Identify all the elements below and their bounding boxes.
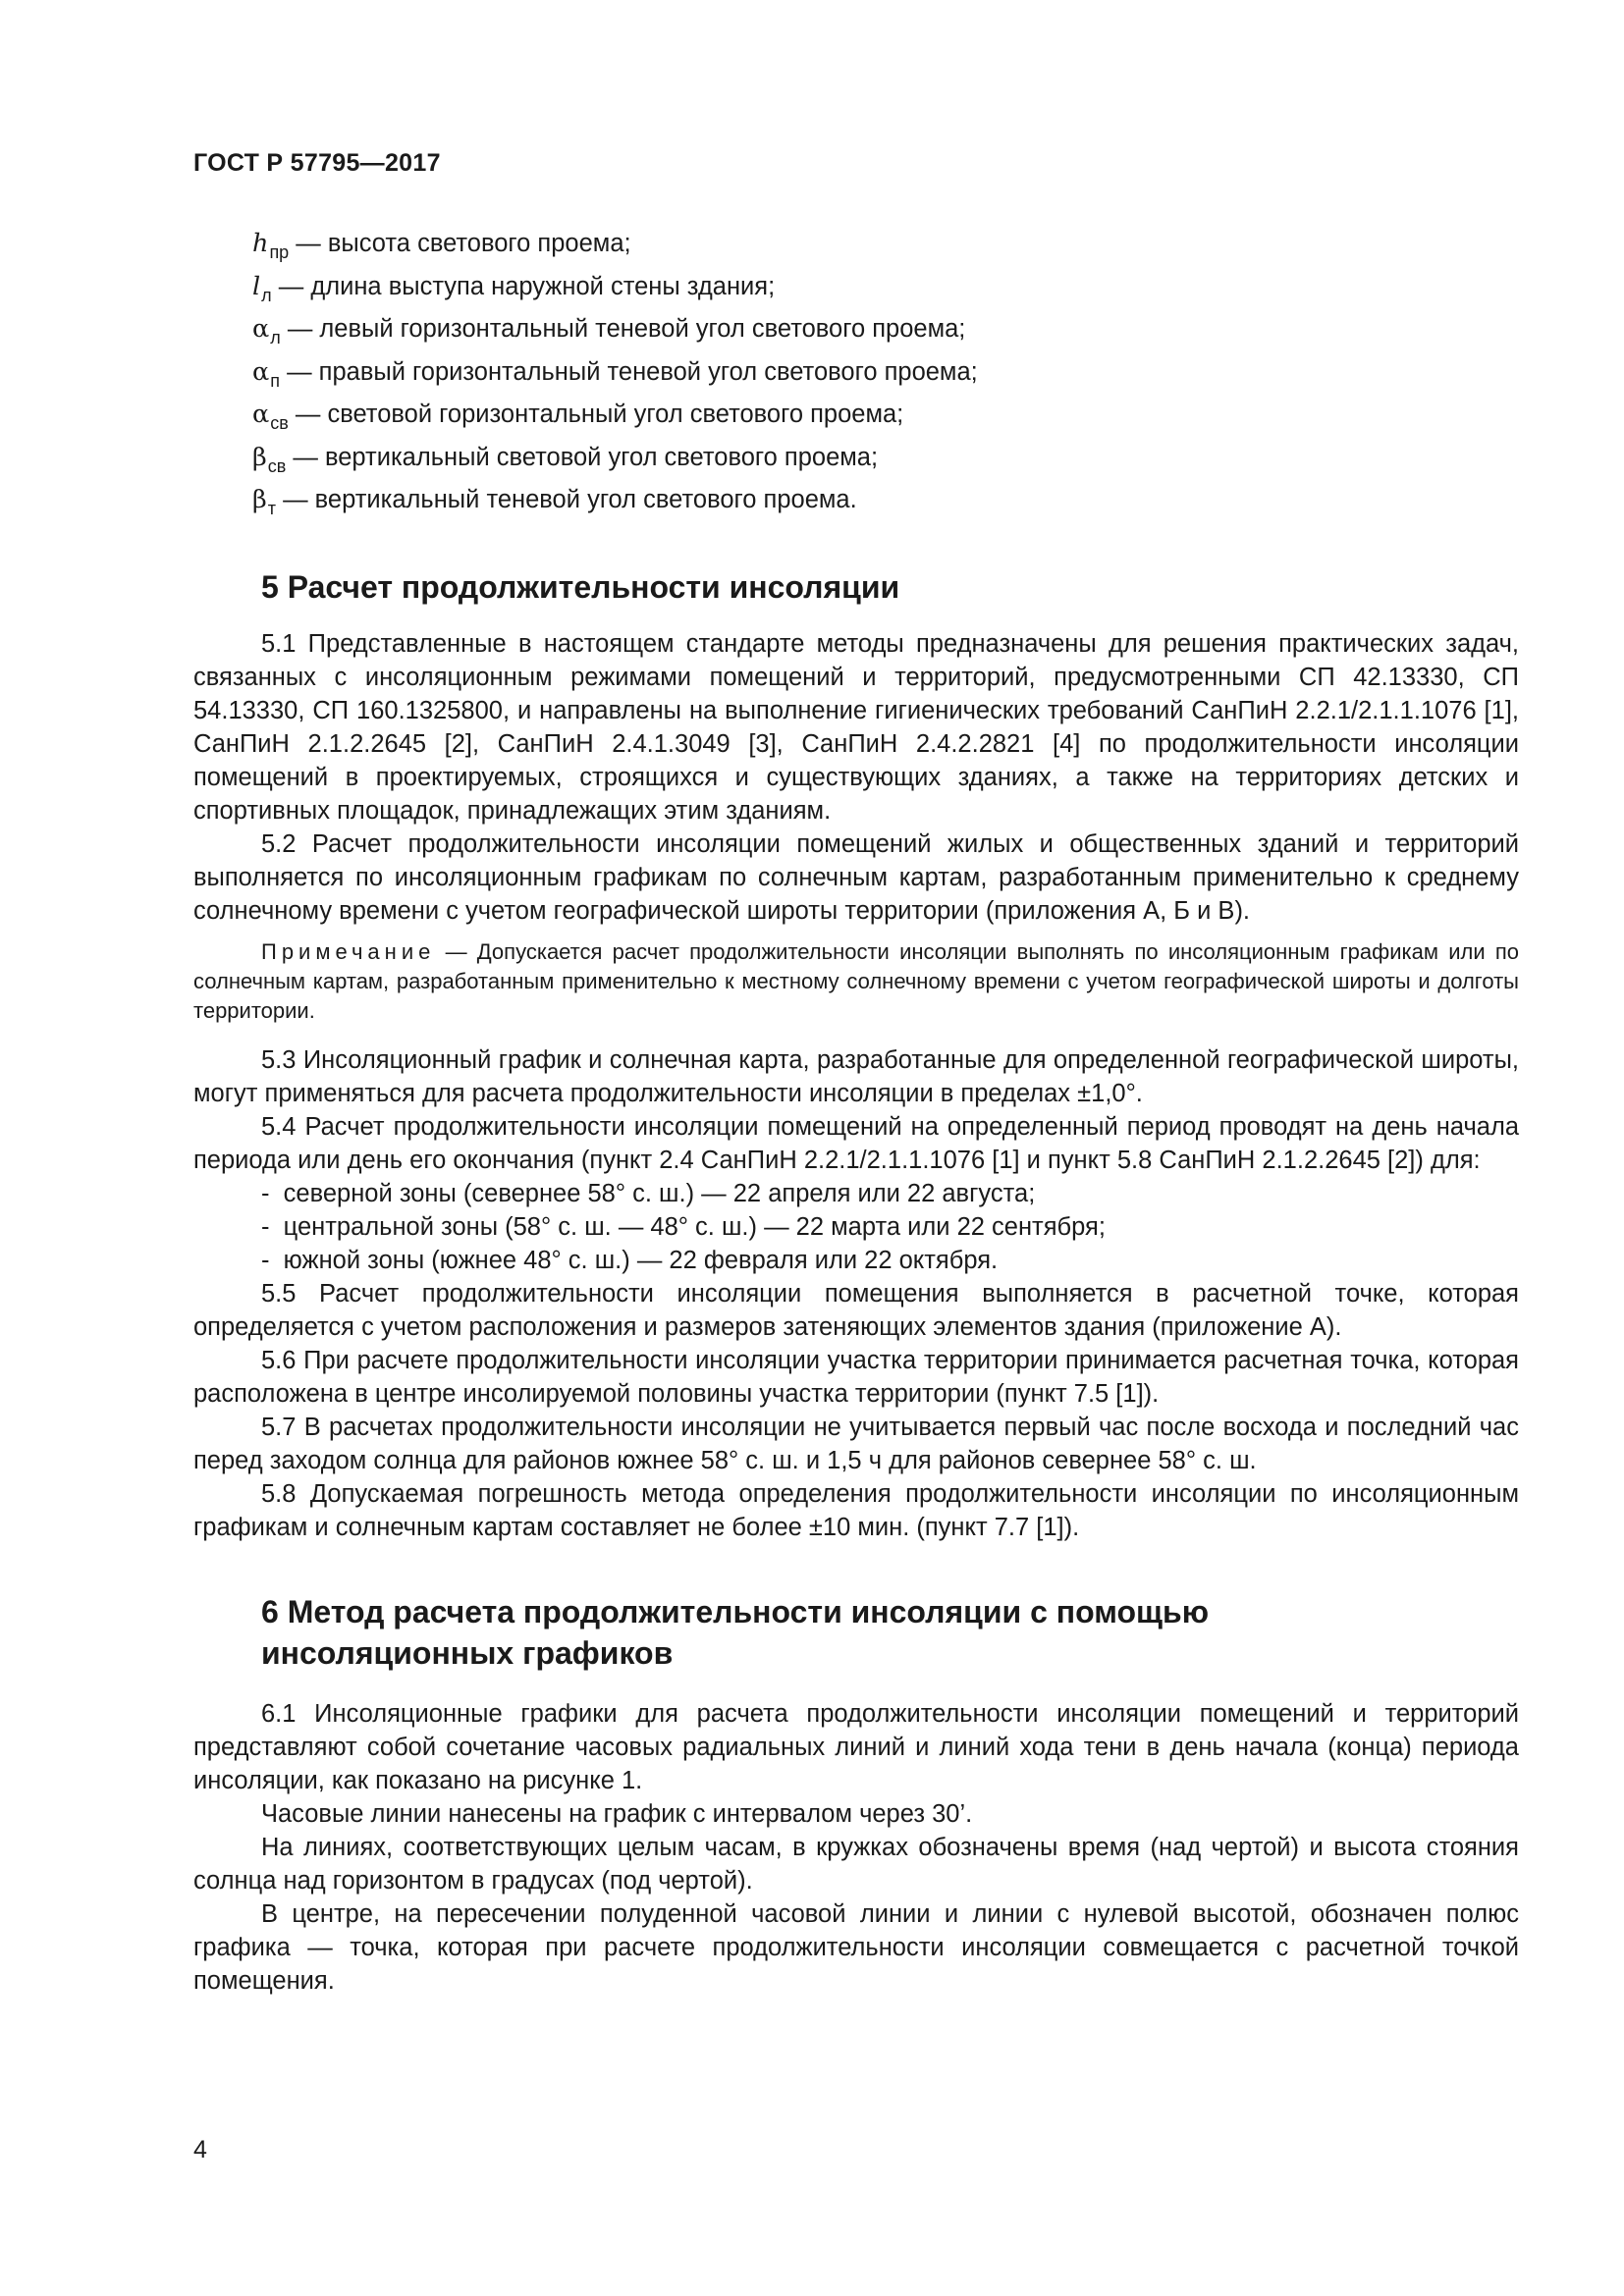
zone-item: - северной зоны (севернее 58° с. ш.) — 22 апреля или 22 августа;	[193, 1177, 1519, 1210]
section-6-heading-line1: 6 Метод расчета продолжительности инсоляции с помощью	[261, 1593, 1210, 1629]
definition-item	[252, 352, 1519, 396]
definition-text: — высота светового проема;	[289, 230, 631, 257]
section-6-heading	[193, 1591, 1519, 1674]
definition-text: — левый горизонтальный теневой угол светового проема;	[280, 315, 966, 343]
paragraph-5-7: 5.7 В расчетах продолжительности инсоляции не учитывается первый час после восхода и последний час перед заходом солнца для районов южнее 58° с. ш. и 1,5 ч для районов севернее 58° с. ш.	[193, 1413, 1519, 1474]
standard-code-header: ГОСТ Р 57795—2017	[193, 149, 441, 177]
definition-symbol: α	[252, 356, 270, 387]
definition-symbol: α	[252, 400, 270, 429]
paragraph-6-1: 6.1 Инсоляционные графики для расчета продолжительности инсоляции помещений и территорий представляют собой сочетание часовых радиальных линий и линий хода тени в день начала (конца) периода инсоляции, как показано на рисунке 1.	[193, 1699, 1519, 1794]
definition-item	[252, 267, 1519, 310]
definition-text: — вертикальный световой угол светового проема;	[286, 443, 879, 471]
paragraph-5-1: 5.1 Представленные в настоящем стандарте методы предназначены для решения практических задач, связанных с инсоляционным режимами помещений и территорий, предусмотренными СП 42.13330, СП 54.13330, СП 160.1325800, и направлены на выполнение гигиенических требований СанПиН 2.2.1/2.1.1.1076 [1], СанПиН 2.1.2.2645 [2], СанПиН 2.4.1.3049 [3], СанПиН 2.4.2.2821 [4] по продолжительности инсоляции помещений в проектируемых, строящихся и существующих зданиях, а также на территориях детских и спортивных площадок, принадлежащих этим зданиям.	[193, 629, 1519, 825]
definition-item	[252, 395, 1519, 438]
symbol-definitions-list	[252, 224, 1519, 523]
section-5-heading: 5 Расчет продолжительности инсоляции	[261, 568, 900, 605]
definition-item	[252, 224, 1519, 267]
note-block	[193, 937, 1519, 1026]
definition-symbol: h	[252, 229, 269, 258]
zone-item: - центральной зоны (58° с. ш. — 48° с. ш.) — 22 марта или 22 сентября;	[193, 1210, 1519, 1244]
definition-symbol: β	[252, 442, 267, 472]
paragraph-6-2: Часовые линии нанесены на график с интервалом через 30’.	[261, 1799, 973, 1828]
note-text: — Допускается расчет продолжительности инсоляции выполнять по инсоляционным графикам или по солнечным картам, разработанным применительно к местному солнечному времени с учетом географической широты и долготы территории.	[193, 938, 1519, 1023]
paragraph-6-3: На линиях, соответствующих целым часам, в кружках обозначены время (над чертой) и высота стояния солнца над горизонтом в градусах (под чертой).	[193, 1833, 1519, 1895]
zone-item: - южной зоны (южнее 48° с. ш.) — 22 февраля или 22 октября.	[193, 1244, 1519, 1277]
paragraph-6-4: В центре, на пересечении полуденной часовой линии и линии с нулевой высотой, обозначен полюс графика — точка, которая при расчете продолжительности инсоляции совмещается с расчетной точкой помещения.	[193, 1899, 1519, 1995]
definition-subscript: т	[267, 499, 276, 518]
note-label: Примечание	[261, 938, 436, 964]
definition-symbol: β	[252, 485, 267, 514]
paragraph-5-8: 5.8 Допускаемая погрешность метода определения продолжительности инсоляции по инсоляционным графикам и солнечным картам составляет не более ±10 мин. (пункт 7.7 [1]).	[193, 1479, 1519, 1541]
paragraph-5-4: 5.4 Расчет продолжительности инсоляции помещений на определенный период проводят на день начала периода или день его окончания (пункт 2.4 СанПиН 2.2.1/2.1.1.1076 [1] и пункт 5.8 СанПиН 2.1.2.2645 [2]) для:	[193, 1112, 1519, 1174]
definition-subscript: л	[270, 328, 281, 347]
definition-text: — вертикальный теневой угол светового проема.	[276, 486, 857, 513]
definition-subscript: п	[270, 370, 280, 391]
definition-text: — длина выступа наружной стены здания;	[271, 272, 776, 300]
definition-symbol: l	[252, 271, 261, 301]
definition-text: — правый горизонтальный теневой угол светового проема;	[279, 357, 978, 386]
definition-item	[252, 480, 1519, 523]
page-content	[193, 224, 1519, 1998]
zones-list	[193, 1177, 1519, 1277]
definition-subscript: пр	[269, 242, 290, 262]
paragraph-5-3: 5.3 Инсоляционный график и солнечная карта, разработанные для определенной географической широты, могут применяться для расчета продолжительности инсоляции в пределах ±1,0°.	[193, 1045, 1519, 1107]
paragraph-5-5: 5.5 Расчет продолжительности инсоляции помещения выполняется в расчетной точке, которая определяется с учетом расположения и размеров затеняющих элементов здания (приложение А).	[193, 1279, 1519, 1341]
definition-subscript: л	[261, 285, 272, 305]
definition-item	[252, 438, 1519, 481]
definition-symbol: α	[252, 314, 270, 344]
page-number: 4	[193, 2136, 207, 2163]
definition-subscript: св	[267, 455, 287, 476]
paragraph-5-2: 5.2 Расчет продолжительности инсоляции помещений жилых и общественных зданий и территорий выполняется по инсоляционным графикам по солнечным картам, разработанным применительно к среднему солнечному времени с учетом географической широты территории (приложения А, Б и В).	[193, 829, 1519, 925]
paragraph-5-6: 5.6 При расчете продолжительности инсоляции участка территории принимается расчетная точка, которая расположена в центре инсолируемой половины участка территории (пункт 7.5 [1]).	[193, 1346, 1519, 1408]
section-6-heading-line2: инсоляционных графиков	[261, 1634, 674, 1671]
definition-subscript: св	[270, 413, 289, 433]
definition-text: — световой горизонтальный угол светового проема;	[288, 400, 904, 428]
definition-item	[252, 309, 1519, 352]
